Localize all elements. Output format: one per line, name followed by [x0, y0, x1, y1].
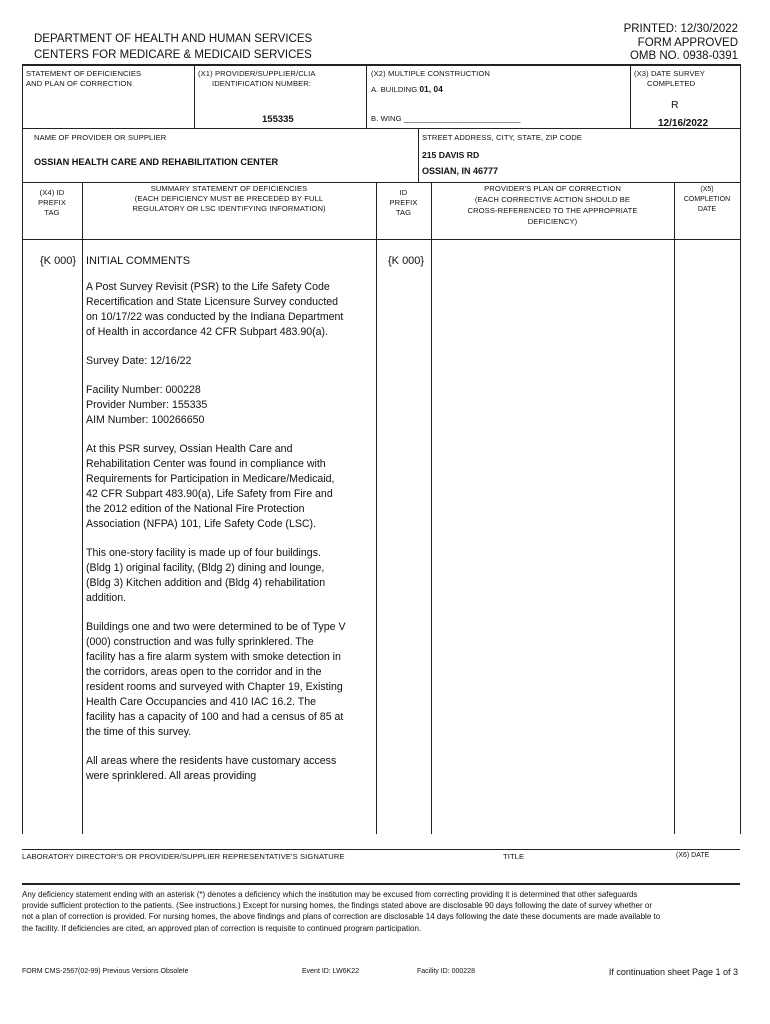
top-border — [22, 64, 740, 66]
signature-top-line — [22, 849, 740, 850]
provider-name: OSSIAN HEALTH CARE AND REHABILITATION CENTER — [34, 157, 279, 167]
city-state-zip: OSSIAN, IN 46777 — [422, 166, 499, 176]
comment-body — [86, 280, 346, 798]
col-divider-2 — [376, 182, 377, 834]
col-divider-3 — [431, 182, 432, 834]
survey-completed-date: 12/16/2022 — [658, 118, 709, 129]
id-header-2: PREFIX — [389, 198, 418, 207]
building-line — [371, 85, 443, 94]
col-divider-1 — [82, 182, 83, 834]
x4-header-1: (X4) ID — [39, 188, 65, 197]
id-header-3: TAG — [395, 208, 412, 217]
col-divider-4 — [674, 182, 675, 834]
revisit-code: R — [671, 99, 679, 111]
right-border — [740, 64, 741, 834]
plan-header-1: PROVIDER'S PLAN OF CORRECTION — [484, 184, 621, 193]
cms-title: CENTERS FOR MEDICARE & MEDICAID SERVICES — [34, 49, 312, 61]
form-approved: FORM APPROVED — [637, 37, 738, 49]
event-id: Event ID: LW6K22 — [302, 968, 360, 975]
section-title: INITIAL COMMENTS — [86, 255, 191, 267]
form-id: FORM CMS-2567(02-99) Previous Versions Obsolete — [22, 968, 189, 975]
summary-header-2: (EACH DEFICIENCY MUST BE PRECEDED BY FULL — [134, 194, 324, 203]
summary-header-1: SUMMARY STATEMENT OF DEFICIENCIES — [150, 184, 308, 193]
x5-header-2: COMPLETION — [683, 196, 731, 203]
divider-address — [418, 128, 419, 182]
director-signature-label: LABORATORY DIRECTOR'S OR PROVIDER/SUPPLIER REPRESENTATIVE'S SIGNATURE — [22, 852, 345, 861]
paragraph-survey-date: Survey Date: 12/16/22 — [86, 355, 192, 367]
summary-header-3: REGULATORY OR LSC IDENTIFYING INFORMATION) — [132, 204, 326, 213]
street-address: 215 DAVIS RD — [422, 150, 480, 160]
x3-label-1: (X3) DATE SURVEY — [634, 69, 705, 78]
printed-date: PRINTED: 12/30/2022 — [623, 23, 738, 35]
building-label: A. BUILDING — [371, 85, 418, 94]
disclosure-note: Any deficiency statement ending with an asterisk (*) denotes a deficiency which the institution may be excused from correcting providing it is determined that other safeguards provide sufficient protection to the patients. (See instructions.) Except for nursing homes, the findings stated above are disclosable 90 days following the date of survey whether or not a plan of correction is provided. For nursing homes, the above findings and plans of correction are disclosable 14 days following the date these documents are made available to the facility. If deficiencies are cited, an approved plan of correction is requisite to continued program participation. — [22, 890, 661, 933]
department-title: DEPARTMENT OF HEALTH AND HUMAN SERVICES — [34, 33, 313, 45]
provider-name-label: NAME OF PROVIDER OR SUPPLIER — [34, 133, 167, 142]
x3-label-2: COMPLETED — [647, 79, 696, 88]
left-border — [22, 64, 23, 834]
facility-id: Facility ID: 000228 — [417, 968, 475, 975]
top-box-bottom — [22, 128, 740, 129]
paragraph-buildings: This one-story facility is made up of four buildings. (Bldg 1) original facility, (Bldg 2) dining and lounge, (Bldg 3) Kitchen addition and (Bldg 4) rehabilitation addition. — [86, 547, 326, 604]
plan-header-2: (EACH CORRECTIVE ACTION SHOULD BE — [474, 195, 631, 204]
x1-label-2: IDENTIFICATION NUMBER: — [212, 79, 312, 88]
paragraph-construction: Buildings one and two were determined to be of Type V (000) construction and was fully sprinklered. The facility has a fire alarm system with smoke detection in the corridors, areas open to the corridor and in the resident rooms and surveyed with Chapter 19, Existing Health Care Occupancies and 410 IAC 16.2. The facility has a capacity of 100 and had a census of 85 at the time of this survey. — [86, 621, 346, 738]
plan-header-4: DEFICIENCY) — [527, 217, 578, 226]
divider-x2 — [366, 64, 367, 128]
statement-label-2: AND PLAN OF CORRECTION — [26, 79, 132, 88]
statement-label-1: STATEMENT OF DEFICIENCIES — [26, 69, 142, 78]
x2-label: (X2) MULTIPLE CONSTRUCTION — [371, 69, 490, 78]
x5-header-1: (X5) — [700, 186, 714, 193]
x5-header-3: DATE — [697, 206, 717, 213]
provider-number: 155335 — [262, 114, 294, 125]
provider-box-bottom — [22, 182, 740, 183]
date-label: (X6) DATE — [676, 852, 710, 859]
divider-x3 — [630, 64, 631, 128]
paragraph-compliance: At this PSR survey, Ossian Health Care and Rehabilitation Center was found in compliance with Requirements for Participation in Medicare/Medicaid, 42 CFR Subpart 483.90(a), Life Safety from Fire and the 2012 edition of the National Fire Protection Association (NFPA) 101, Life Safety Code (LSC). — [86, 443, 335, 530]
building-value: 01, 04 — [419, 85, 443, 94]
plan-header-3: CROSS-REFERENCED TO THE APPROPRIATE — [467, 206, 638, 215]
signature-bottom-line — [22, 883, 740, 885]
tag-right: {K 000} — [388, 255, 425, 267]
x4-header-2: PREFIX — [37, 198, 67, 207]
x1-label-1: (X1) PROVIDER/SUPPLIER/CLIA — [198, 69, 316, 78]
paragraph-ids: Facility Number: 000228 Provider Number: 155335 AIM Number: 100266650 — [86, 384, 208, 426]
paragraph-sprinklered: All areas where the residents have customary access were sprinklered. All areas providing — [86, 755, 337, 782]
continuation-page: If continuation sheet Page 1 of 3 — [608, 967, 738, 977]
tag-left: {K 000} — [40, 255, 77, 267]
x4-header-3: TAG — [44, 208, 60, 217]
address-label: STREET ADDRESS, CITY, STATE, ZIP CODE — [422, 133, 582, 142]
title-label: TITLE — [503, 852, 525, 861]
paragraph-psr: A Post Survey Revisit (PSR) to the Life Safety Code Recertification and State Licensure Survey conducted on 10/17/22 was conducted by the Indiana Department of Health in accordance 42 CFR Subpart 483.90(a). — [86, 281, 344, 338]
omb-number: OMB NO. 0938-0391 — [629, 50, 738, 62]
id-header-1: ID — [399, 188, 408, 197]
divider-x1 — [194, 64, 195, 128]
wing-label: B. WING ___________________________ — [371, 114, 521, 123]
column-header-bottom — [22, 239, 740, 240]
